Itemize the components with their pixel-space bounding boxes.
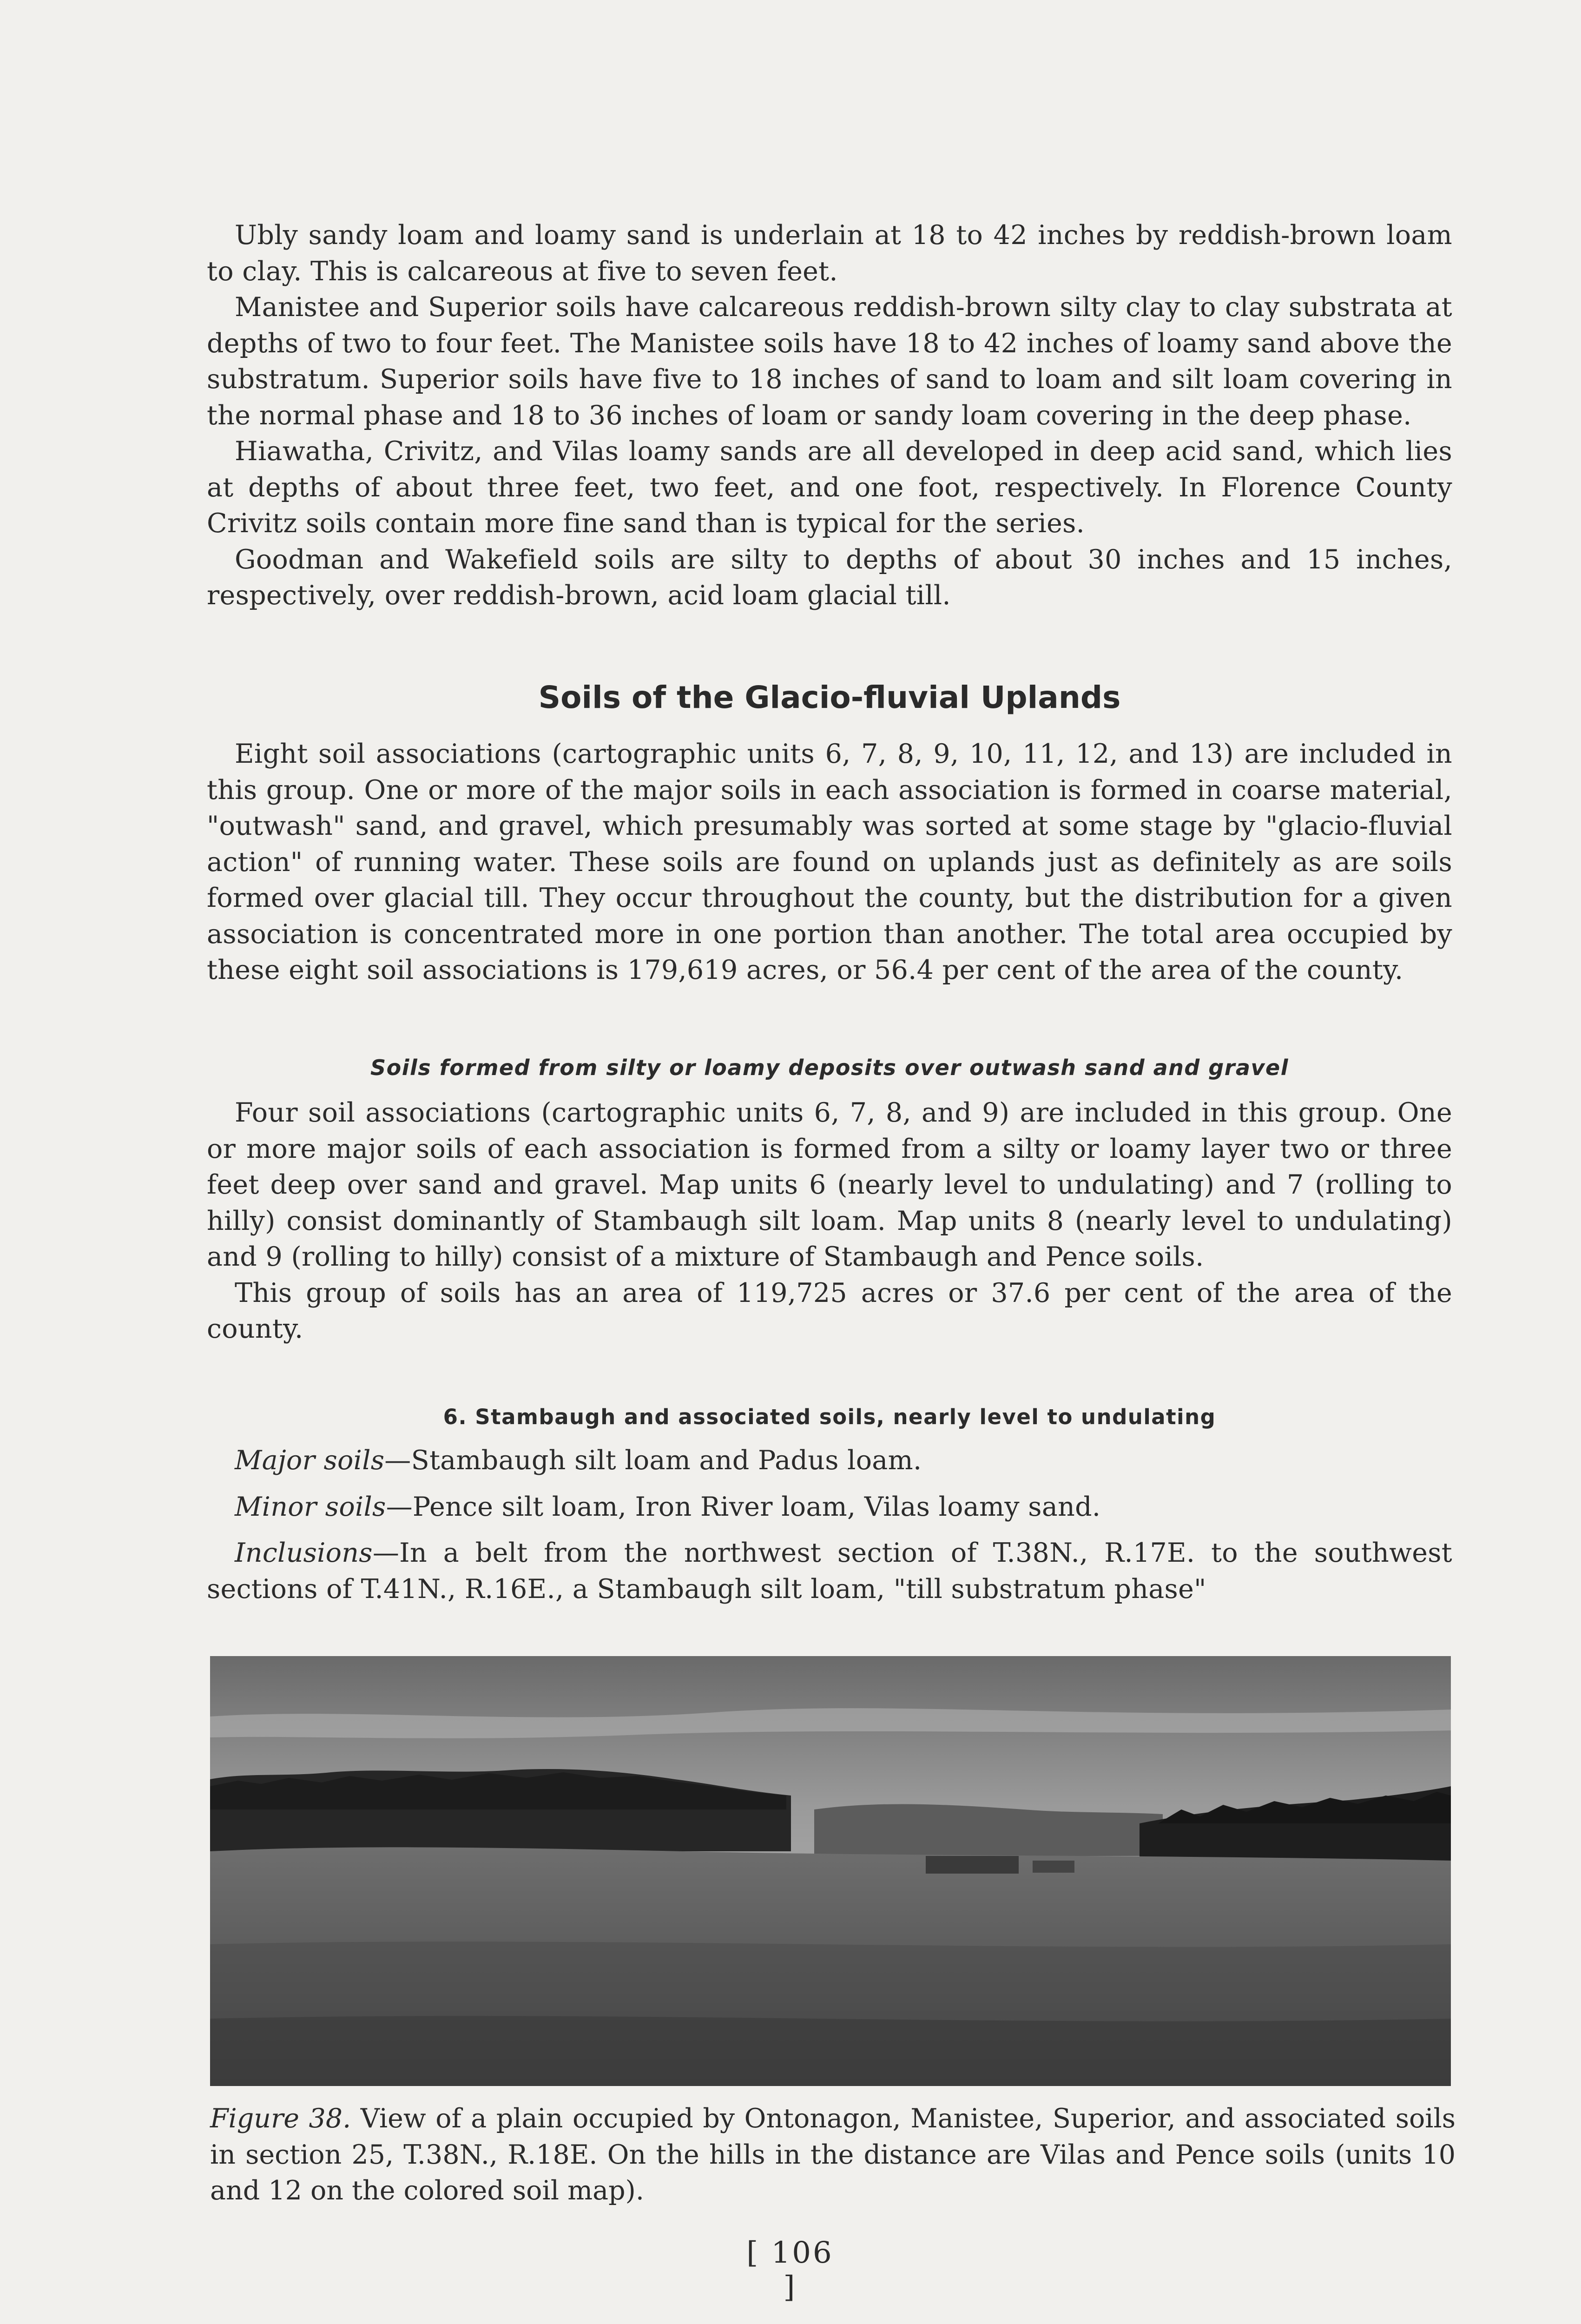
intro-paragraphs	[207, 218, 1452, 614]
subsection-body	[207, 1095, 1452, 1347]
subsection-heading: Soils formed from silty or loamy deposits over outwash sand and gravel	[370, 1055, 1289, 1080]
page-number: [ 106 ]	[746, 2236, 834, 2304]
major-soils-line	[207, 1443, 1452, 1479]
unit-heading: 6. Stambaugh and associated soils, nearly level to undulating	[443, 1405, 1216, 1429]
inclusions-line	[207, 1535, 1452, 1607]
section-body	[207, 736, 1452, 989]
major-soils-text: —Stambaugh silt loam and Padus loam.	[384, 1445, 922, 1476]
section-heading: Soils of the Glacio-fluvial Uplands	[538, 680, 1121, 715]
paragraph-goodman-wakefield: Goodman and Wakefield soils are silty to depths of about 30 inches and 15 inches, respectively, over reddish-brown, acid loam glacial till.	[207, 544, 1452, 611]
inclusions-text: —In a belt from the northwest section of T.38N., R.17E. to the southwest sections of T.41N., R.16E., a Stambaugh silt loam, "till substratum phase"	[207, 1538, 1452, 1604]
figure-caption-text	[210, 2101, 1456, 2209]
inclusions-label: Inclusions	[235, 1538, 373, 1568]
paragraph-group-area: This group of soils has an area of 119,725 acres or 37.6 per cent of the area of the county.	[207, 1277, 1452, 1344]
paragraph-manistee-superior: Manistee and Superior soils have calcareous reddish-brown silty clay to clay substrata at depths of two to four feet. The Manistee soils have 18 to 42 inches of loamy sand above the substratum. Superior soils have five to 18 inches of sand to loam and silt loam covering in the normal phase and 18 to 36 inches of loam or sandy loam covering in the deep phase.	[207, 292, 1452, 431]
paragraph-ubly: Ubly sandy loam and loamy sand is underlain at 18 to 42 inches by reddish-brown loam to clay. This is calcareous at five to seven feet.	[207, 220, 1452, 287]
minor-soils-label: Minor soils	[235, 1491, 386, 1522]
unit-body	[207, 1443, 1452, 1607]
paragraph-hiawatha-crivitz-vilas: Hiawatha, Crivitz, and Vilas loamy sands are all developed in deep acid sand, which lies at depths of about three feet, two feet, and one foot, respectively. In Florence County Crivitz soils contain more fine sand than is typical for the series.	[207, 436, 1452, 539]
figure-label: Figure 38.	[210, 2103, 351, 2134]
figure-caption	[210, 2101, 1456, 2209]
major-soils-label: Major soils	[235, 1445, 385, 1476]
minor-soils-text: —Pence silt loam, Iron River loam, Vilas loamy sand.	[386, 1491, 1101, 1522]
paragraph-glacio-fluvial: Eight soil associations (cartographic units 6, 7, 8, 9, 10, 11, 12, and 13) are included in this group. One or more of the major soils in each association is formed in coarse material, "outwash" sand, and gravel, which presumably was sorted at some stage by "glacio-fluvial action" of running water. These soils are found on uplands just as definitely as are soils formed over glacial till. They occur throughout the county, but the distribution for a given association is concentrated more in one portion than another. The total area occupied by these eight soil associations is 179,619 acres, or 56.4 per cent of the area of the county.	[207, 739, 1452, 985]
figure-caption-body: View of a plain occupied by Ontonagon, Manistee, Superior, and associated soils in section 25, T.38N., R.18E. On the hills in the distance are Vilas and Pence soils (units 10 and 12 on the colored soil map).	[210, 2103, 1456, 2206]
minor-soils-line	[207, 1489, 1452, 1525]
figure-38-photo	[210, 1656, 1451, 2086]
paragraph-four-associations: Four soil associations (cartographic units 6, 7, 8, and 9) are included in this group. One or more major soils of each association is formed from a silty or loamy layer two or three feet deep over sand and gravel. Map units 6 (nearly level to undulating) and 7 (rolling to hilly) consist dominantly of Stambaugh silt loam. Map units 8 (nearly level to undulating) and 9 (rolling to hilly) consist of a mixture of Stambaugh and Pence soils.	[207, 1097, 1452, 1272]
